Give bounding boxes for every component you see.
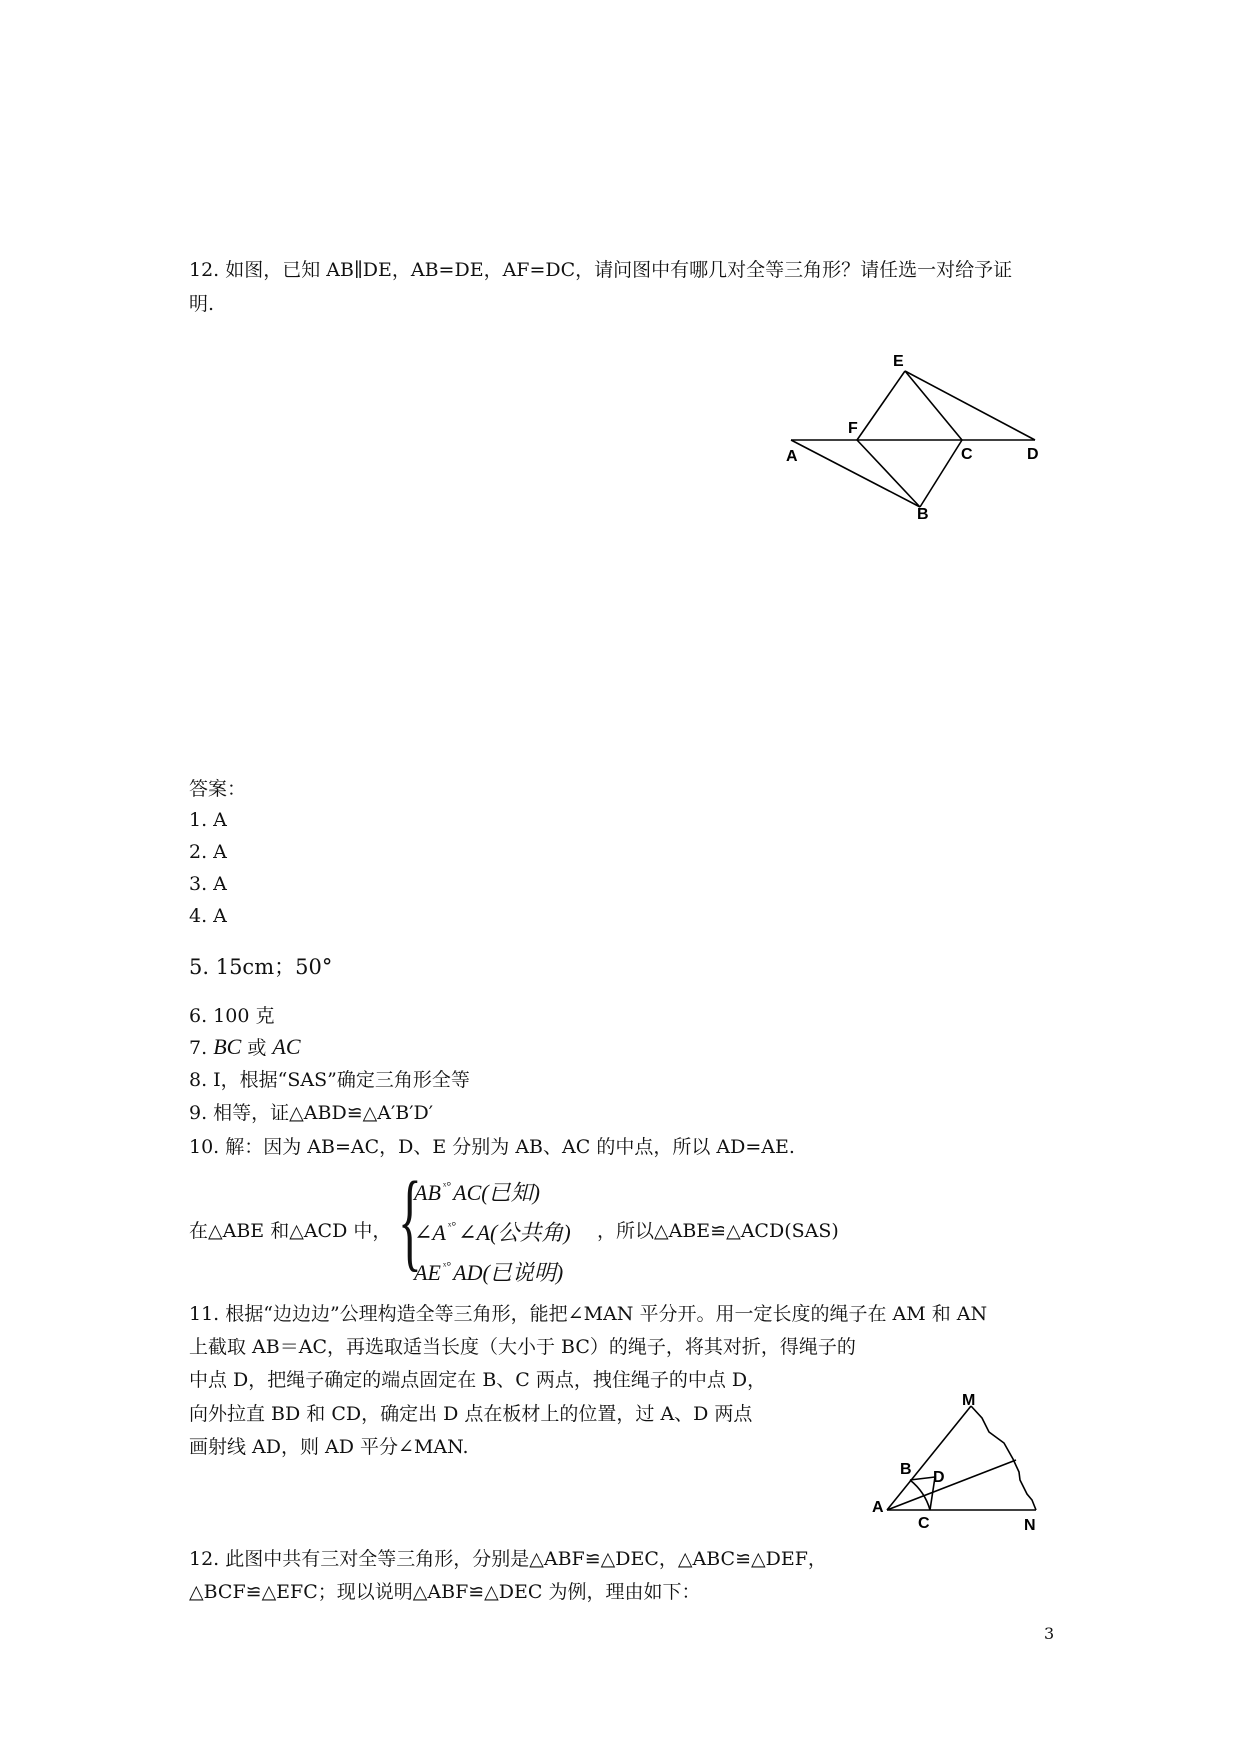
page-number: 3: [1044, 1624, 1055, 1643]
label-B2: B: [900, 1461, 912, 1478]
answer-5: 5. 15cm；50°: [189, 955, 333, 979]
answer-7-bc: BC: [213, 1034, 242, 1059]
answer-11-line4: 向外拉直 BD 和 CD，确定出 D 点在板材上的位置，过 A、D 两点: [189, 1403, 753, 1425]
answer-11-line5: 画射线 AD，则 AD 平分∠MAN.: [189, 1436, 469, 1458]
answer-8: 8. Ⅰ，根据“SAS”确定三角形全等: [189, 1069, 470, 1091]
row3-left: AE: [414, 1260, 441, 1285]
answer-10-prefix: 在△ABE 和△ACD 中，: [189, 1220, 392, 1242]
row1-mark: ˣ°: [442, 1179, 452, 1193]
question-12-line2: 明.: [189, 293, 215, 315]
row2-left: ∠A: [414, 1220, 446, 1245]
answer-12-line2: △BCF≌△EFC；现以说明△ABF≌△DEC 为例，理由如下：: [189, 1581, 701, 1603]
row2-mark: ˣ°: [447, 1219, 457, 1233]
row3-mark: ˣ°: [442, 1259, 452, 1273]
row1-left: AB: [414, 1180, 441, 1205]
label-E: E: [893, 353, 904, 370]
brace-symbol: {: [398, 1159, 422, 1281]
label-B: B: [917, 506, 929, 523]
answer-11-line3: 中点 D，把绳子确定的端点固定在 B、C 两点，拽住绳子的中点 D，: [189, 1369, 767, 1391]
answer-4: 4. A: [189, 905, 227, 927]
answer-10-line1: 10. 解：因为 AB=AC，D、E 分别为 AB、AC 的中点，所以 AD=AE.: [189, 1136, 795, 1158]
answer-11-line1: 11. 根据“边边边”公理构造全等三角形，能把∠MAN 平分开。用一定长度的绳子在 AM 和 AN: [189, 1303, 988, 1325]
row2-right: ∠A(公共角): [458, 1220, 571, 1245]
answer-9: 9. 相等，证△ABD≌△A′B′D′: [189, 1102, 434, 1124]
label-D: D: [1027, 446, 1039, 463]
answer-3: 3. A: [189, 873, 227, 895]
label-F: F: [848, 420, 858, 437]
label-A2: A: [872, 1499, 884, 1516]
answer-6: 6. 100 克: [189, 1005, 275, 1027]
answer-11-line2: 上截取 AB＝AC，再选取适当长度（大小于 BC）的绳子，将其对折，得绳子的: [189, 1336, 856, 1358]
answer-7-ac: AC: [272, 1034, 301, 1059]
question-12-line1: 12. 如图，已知 AB∥DE，AB=DE，AF=DC，请问图中有哪几对全等三角形？请任选一对给予证: [189, 259, 1013, 281]
row1-right: AC(已知): [453, 1180, 540, 1205]
label-M: M: [962, 1392, 976, 1409]
answer-1: 1. A: [189, 809, 227, 831]
answer-12-line1: 12. 此图中共有三对全等三角形，分别是△ABF≌△DEC，△ABC≌△DEF，: [189, 1548, 827, 1570]
answers-heading: 答案：: [189, 778, 247, 800]
label-C2: C: [918, 1515, 930, 1532]
answer-7-number: 7.: [189, 1037, 208, 1059]
label-C: C: [961, 446, 973, 463]
label-A: A: [786, 448, 798, 465]
answer-7-or: 或: [241, 1037, 273, 1059]
answer-2: 2. A: [189, 841, 227, 863]
label-D2: D: [933, 1469, 945, 1486]
answer-10-suffix: ，所以△ABE≌△ACD(SAS): [597, 1220, 839, 1242]
label-N: N: [1024, 1517, 1036, 1534]
row3-right: AD(已说明): [453, 1260, 564, 1285]
